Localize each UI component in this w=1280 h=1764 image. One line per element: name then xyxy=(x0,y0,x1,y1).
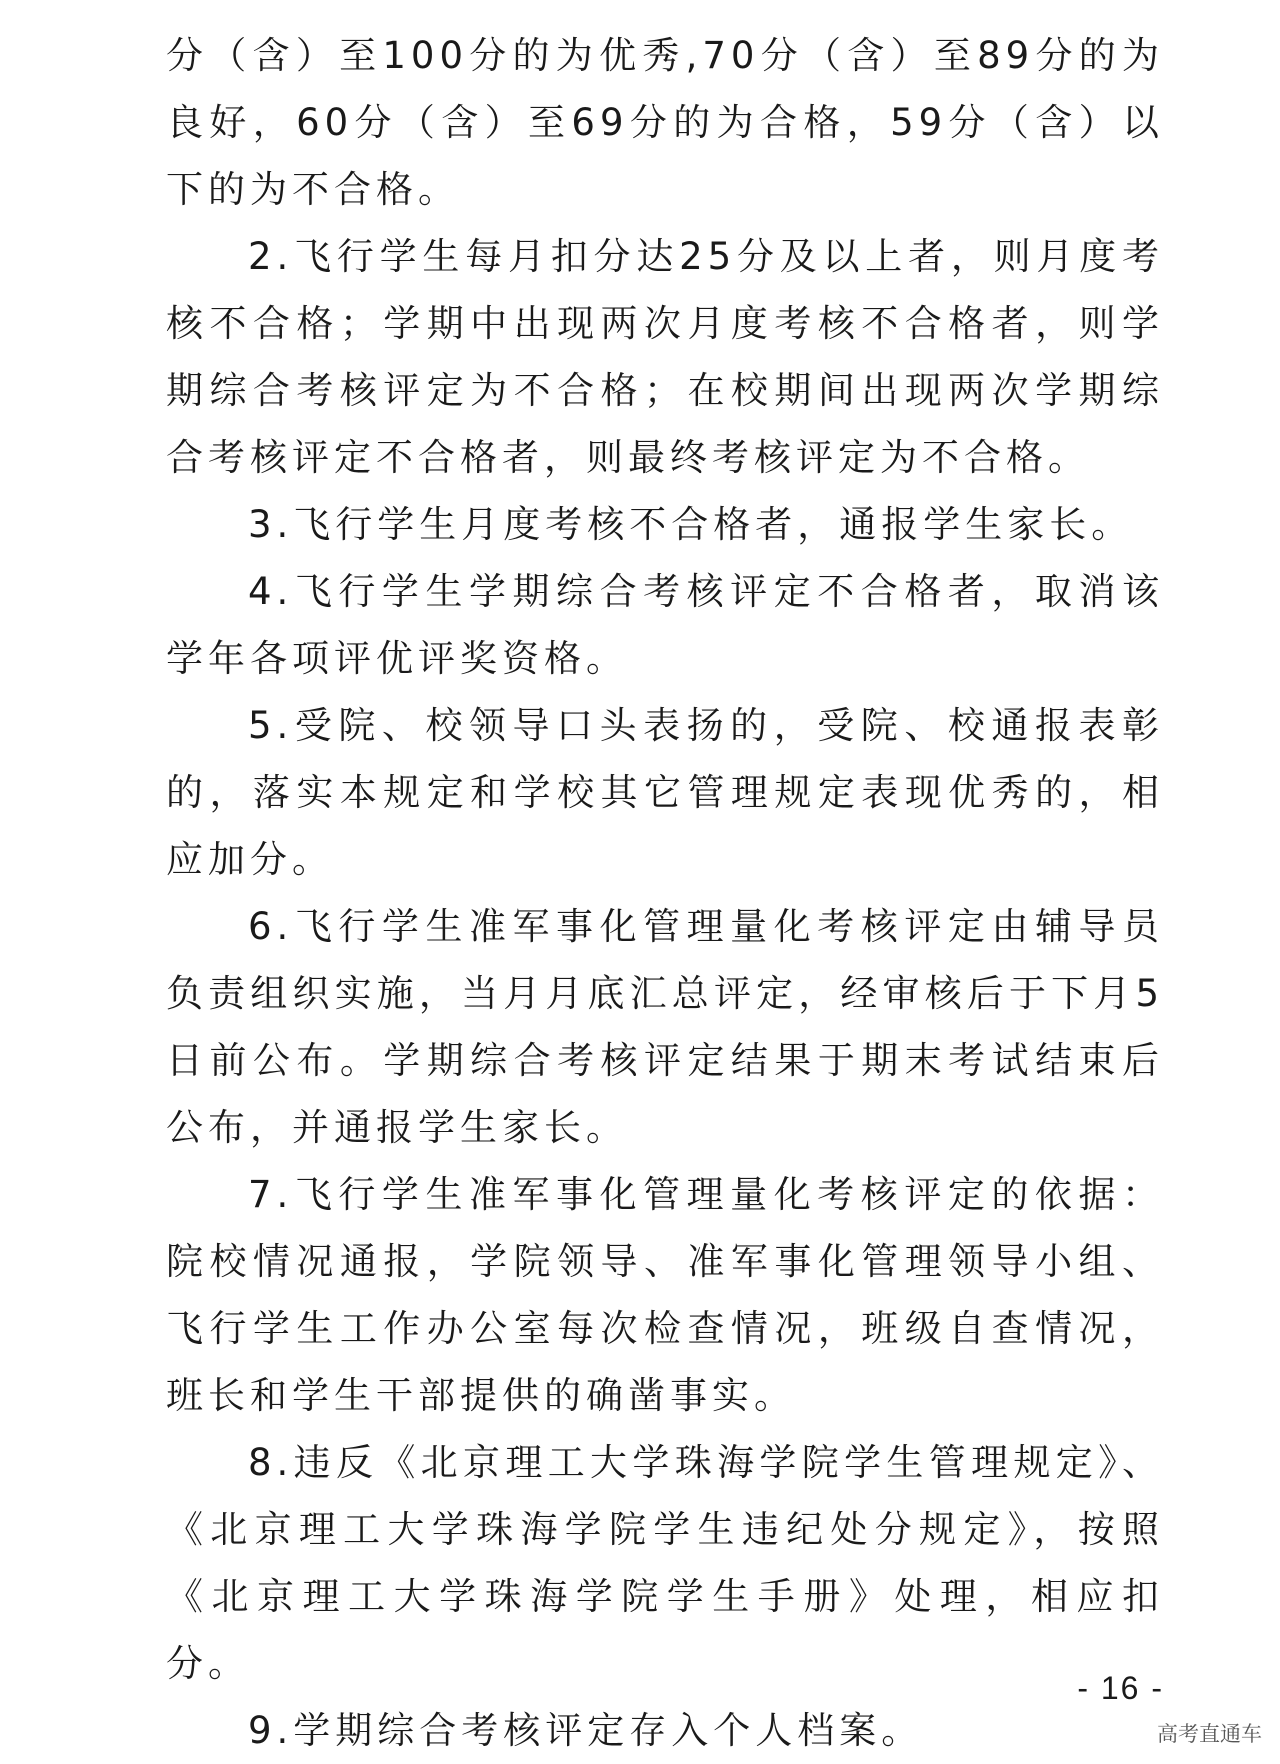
paragraph-item-5: 5.受院、校领导口头表扬的，受院、校通报表彰的，落实本规定和学校其它管理规定表现优秀的，相应加分。 xyxy=(166,704,1164,881)
document-body xyxy=(166,22,1164,1764)
paragraph-item-7: 7.飞行学生准军事化管理量化考核评定的依据：院校情况通报，学院领导、准军事化管理领导小组、飞行学生工作办公室每次检查情况，班级自查情况，班长和学生干部提供的确凿事实。 xyxy=(166,1173,1164,1417)
paragraph-item-8: 8.违反《北京理工大学珠海学院学生管理规定》、《北京理工大学珠海学院学生违纪处分规定》，按照《北京理工大学珠海学院学生手册》处理，相应扣分。 xyxy=(166,1441,1164,1685)
paragraph-item-6: 6.飞行学生准军事化管理量化考核评定由辅导员负责组织实施，当月月底汇总评定，经审核后于下月5日前公布。学期综合考核评定结果于期末考试结束后公布，并通报学生家长。 xyxy=(166,905,1164,1149)
paragraph-item-9: 9.学期综合考核评定存入个人档案。 xyxy=(248,1709,924,1752)
paragraph-item-2: 2.飞行学生每月扣分达25分及以上者，则月度考核不合格；学期中出现两次月度考核不合格者，则学期综合考核评定为不合格；在校期间出现两次学期综合考核评定不合格者，则最终考核评定为不合格。 xyxy=(166,235,1164,479)
paragraph-item-3: 3.飞行学生月度考核不合格者，通报学生家长。 xyxy=(248,503,1134,546)
page-number: - 16 - xyxy=(1077,1670,1164,1706)
paragraph-continued: 分（含）至100分的为优秀,70分（含）至89分的为良好，60分（含）至69分的为合格，59分（含）以下的为不合格。 xyxy=(166,34,1164,211)
paragraph-item-4: 4.飞行学生学期综合考核评定不合格者，取消该学年各项评优评奖资格。 xyxy=(166,570,1164,680)
watermark-text: 高考直通车 xyxy=(1157,1722,1262,1746)
